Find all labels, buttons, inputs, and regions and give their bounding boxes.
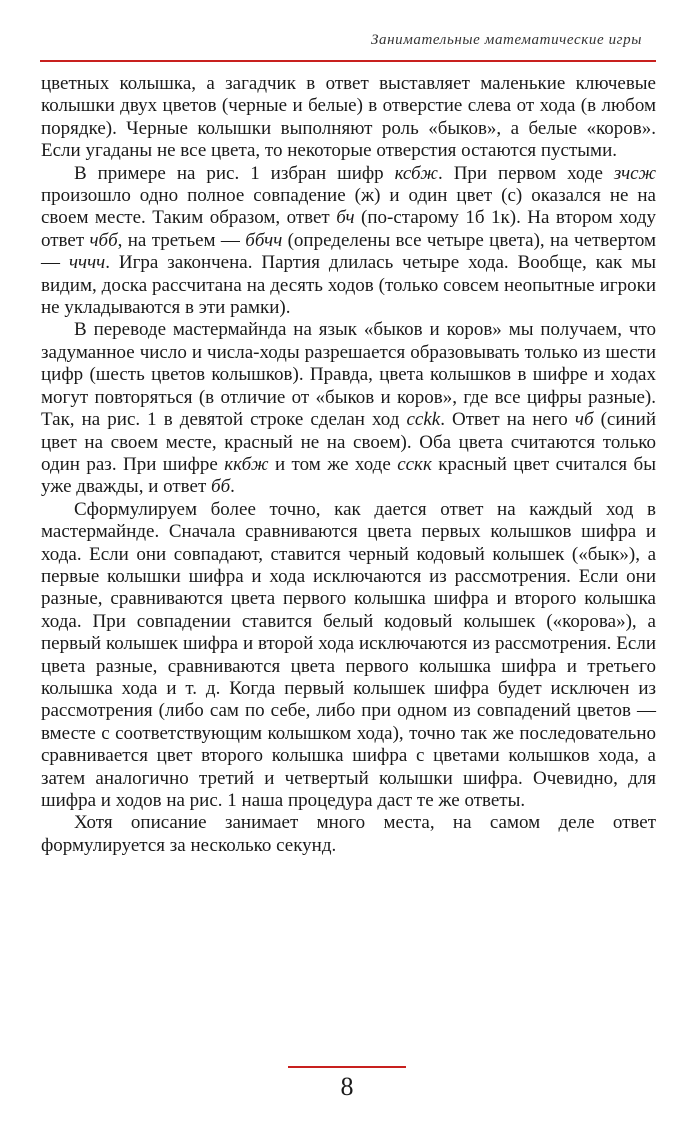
text-run: Хотя описание занимает много места, на самом деле ответ формулируется за несколько секунд. (41, 812, 656, 856)
text-run: . Ответ на него (440, 409, 575, 431)
text-run: цветных колышка, а загадчик в ответ выставляет маленькие ключевые колышки двух цветов (черные и белые) в отверстие слева от хода (в любом порядке). Черные колышки выполняют роль «быков», а белые «коров». Если угаданы не все цвета, то некоторые отверстия остаются пустыми. (41, 73, 656, 162)
text-run: красный цвет считался бы уже дважды, и ответ (41, 453, 656, 498)
paragraph (41, 163, 656, 320)
text-run: , на третьем — (117, 229, 246, 251)
text-run: (синий цвет на своем месте, красный не на своем). Оба цвета считаются только один раз. При шифре (41, 409, 656, 475)
footer-rule (288, 1066, 406, 1068)
text-run: В примере на рис. 1 избран шифр (74, 162, 395, 184)
text-run: и том же ходе (268, 453, 398, 475)
body-text (41, 73, 656, 857)
text-run: произошло одно полное совпадение (ж) и один цвет (с) оказался не на своем месте. Таким образом, ответ (41, 185, 656, 229)
text-run: . Игра закончена. Партия длилась четыре хода. Вообще, как мы видим, доска рассчитана на десять ходов (только совсем неопытные игроки не укладываются в эти рамки). (41, 252, 657, 319)
italic-code: чччч (68, 252, 106, 274)
italic-code: бб (211, 476, 231, 498)
text-run: (определены все четыре цвета), на четвертом — (41, 229, 656, 274)
italic-code: чб (574, 409, 594, 431)
italic-code: ббчч (245, 229, 283, 251)
italic-code: ксбж (394, 162, 438, 184)
text-run: (по-старому 1б 1к). На втором ходу ответ (41, 207, 657, 251)
text-run: . (230, 476, 235, 498)
paragraph (41, 812, 656, 857)
text-run: . При первом ходе (437, 162, 614, 184)
text-run: В переводе мастермайнда на язык «быков и коров» мы получаем, что задуманное число и числа-ходы разрешается образовывать только из шести цифр (шесть цветов колышков). Правда, цвета колышков в шифре и ходах могут повторяться (в отличие от «быков и коров», где все цифры разные). Так, на рис. 1 в девятой строке сделан ход (41, 319, 656, 431)
running-header: Занимательные математические игры (370, 32, 642, 48)
italic-code: зчсж (613, 162, 657, 184)
italic-code: ккбж (224, 453, 269, 475)
header-rule (40, 60, 656, 62)
paragraph (41, 319, 656, 498)
paragraph (41, 73, 656, 163)
paragraph (41, 499, 656, 813)
text-run: Сформулируем более точно, как дается ответ на каждый ход в мастермайнде. Сначала сравниваются цвета первых колышков шифра и хода. Если они совпадают, ставится черный кодовый колышек («бык»), а первые колышки шифра и хода исключаются из рассмотрения. Если они разные, сравниваются цвета первого колышка шифра и второго колышка хода. При совпадении ставится белый кодовый колышек («корова»), а первый колышек шифра и второй хода исключаются из рассмотрения. Если цвета разные, сравниваются цвета первого колышка шифра и третьего колышка хода и т. д. Когда первый колышек шифра будет исключен из рассмотрения (либо сам по себе, либо при одном из совпадений цветов — вместе с соответствующим колышком хода), точно так же последовательно сравнивается цвет второго колышка шифра с цветами колышков хода, а затем аналогично третий и четвертый колышки шифра. Очевидно, для шифра и ходов на рис. 1 наша процедура даст те же ответы. (41, 498, 656, 811)
italic-code: чбб (89, 229, 118, 251)
italic-code: бч (336, 207, 355, 229)
page-number: 8 (340, 1072, 354, 1101)
italic-code: сскк (397, 453, 432, 475)
italic-code: ссkk (406, 409, 441, 431)
